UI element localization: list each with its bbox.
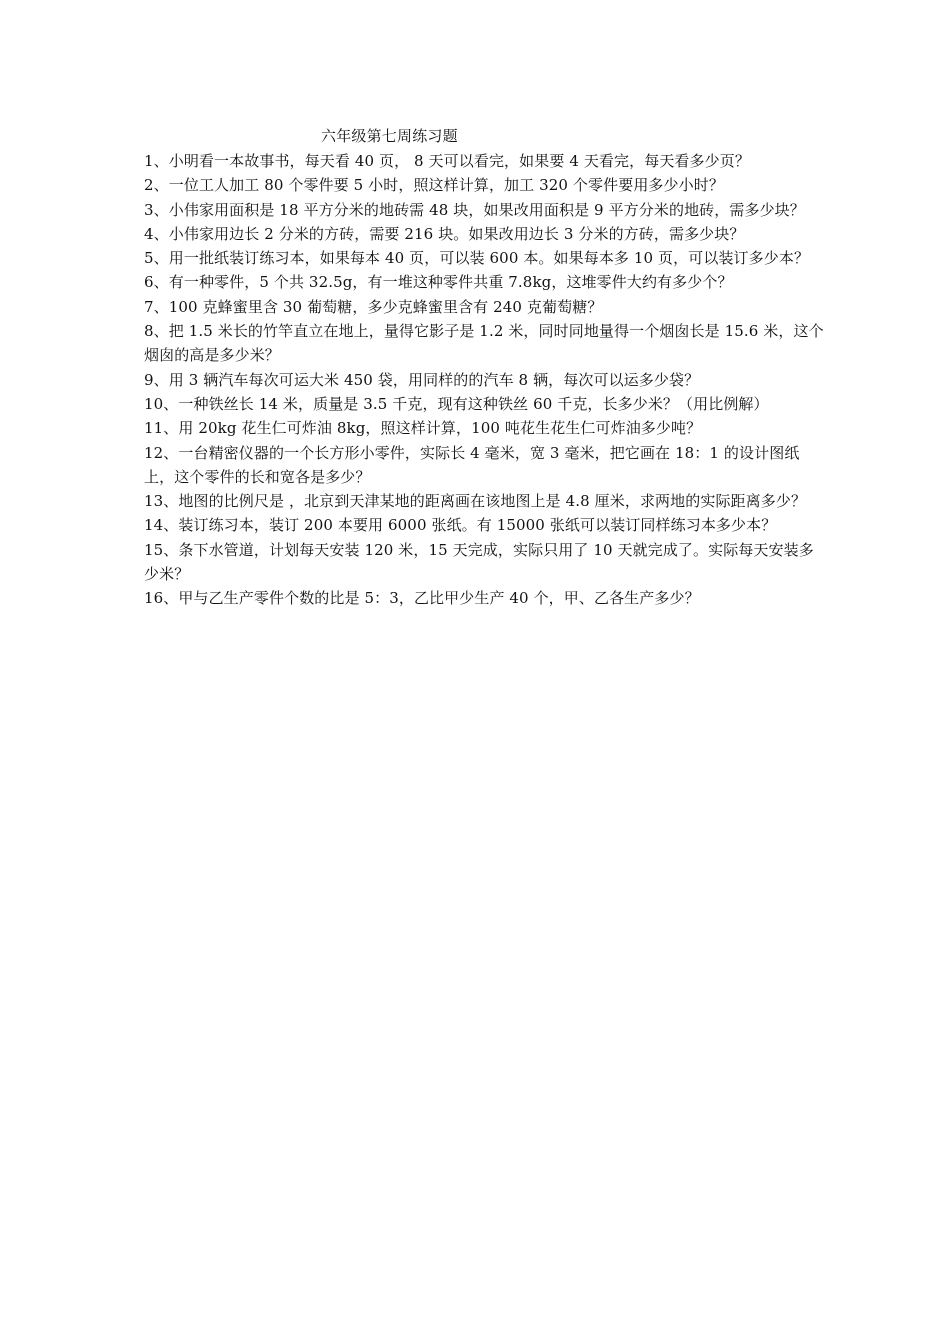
question-item: 10、一种铁丝长 14 米，质量是 3.5 千克，现有这种铁丝 60 千克，长多少米？（用比例解） [144,394,769,413]
document-title: 六年级第七周练习题 [321,127,458,145]
question-item: 2、一位工人加工 80 个零件要 5 小时，照这样计算，加工 320 个零件要用多少小时？ [144,176,724,195]
question-item: 7、100 克蜂蜜里含 30 葡萄糖，多少克蜂蜜里含有 240 克葡萄糖？ [144,297,603,316]
question-item: 3、小伟家用面积是 18 平方分米的地砖需 48 块，如果改用面积是 9 平方分米的地砖，需多少块？ [144,200,805,219]
question-item: 13、地图的比例尺是 ，北京到天津某地的距离画在该地图上是 4.8 厘米，求两地的实际距离多少？ [144,492,807,511]
question-item: 14、装订练习本，装订 200 本要用 6000 张纸。有 15000 张纸可以装订同样练习本多少本？ [144,516,777,535]
question-item: 16、甲与乙生产零件个数的比是 5：3，乙比甲少生产 40 个，甲、乙各生产多少？ [144,589,700,608]
question-item: 4、小伟家用边长 2 分米的方砖，需要 216 块。如果改用边长 3 分米的方砖，需多少块？ [144,224,745,243]
question-item: 6、有一种零件，5 个共 32.5g，有一堆这种零件共重 7.8kg，这堆零件大约有多少个？ [144,273,733,292]
question-item: 12、一台精密仪器的一个长方形小零件，实际长 4 毫米，宽 3 毫米，把它画在 18：1 的设计图纸上，这个零件的长和宽各是多少？ [144,443,800,486]
question-item: 5、用一批纸装订练习本，如果每本 40 页，可以装 600 本。如果每本多 10 页，可以装订多少本？ [144,249,810,268]
question-item: 1、小明看一本故事书，每天看 40 页， 8 天可以看完，如果要 4 天看完，每天看多少页？ [144,152,750,170]
question-item: 8、把 1.5 米长的竹竿直立在地上，量得它影子是 1.2 米，同时同地量得一个烟囱长是 15.6 米，这个烟囱的高是多少米？ [144,322,824,365]
question-item: 11、用 20kg 花生仁可炸油 8kg，照这样计算，100 吨花生花生仁可炸油多少吨？ [144,419,702,438]
question-item: 9、用 3 辆汽车每次可运大米 450 袋，用同样的的汽车 8 辆，每次可以运多少袋？ [144,370,700,389]
question-item: 15、条下水管道，计划每天安装 120 米，15 天完成，实际只用了 10 天就完成了。实际每天安装多少米？ [144,540,814,584]
question-list [144,149,824,611]
